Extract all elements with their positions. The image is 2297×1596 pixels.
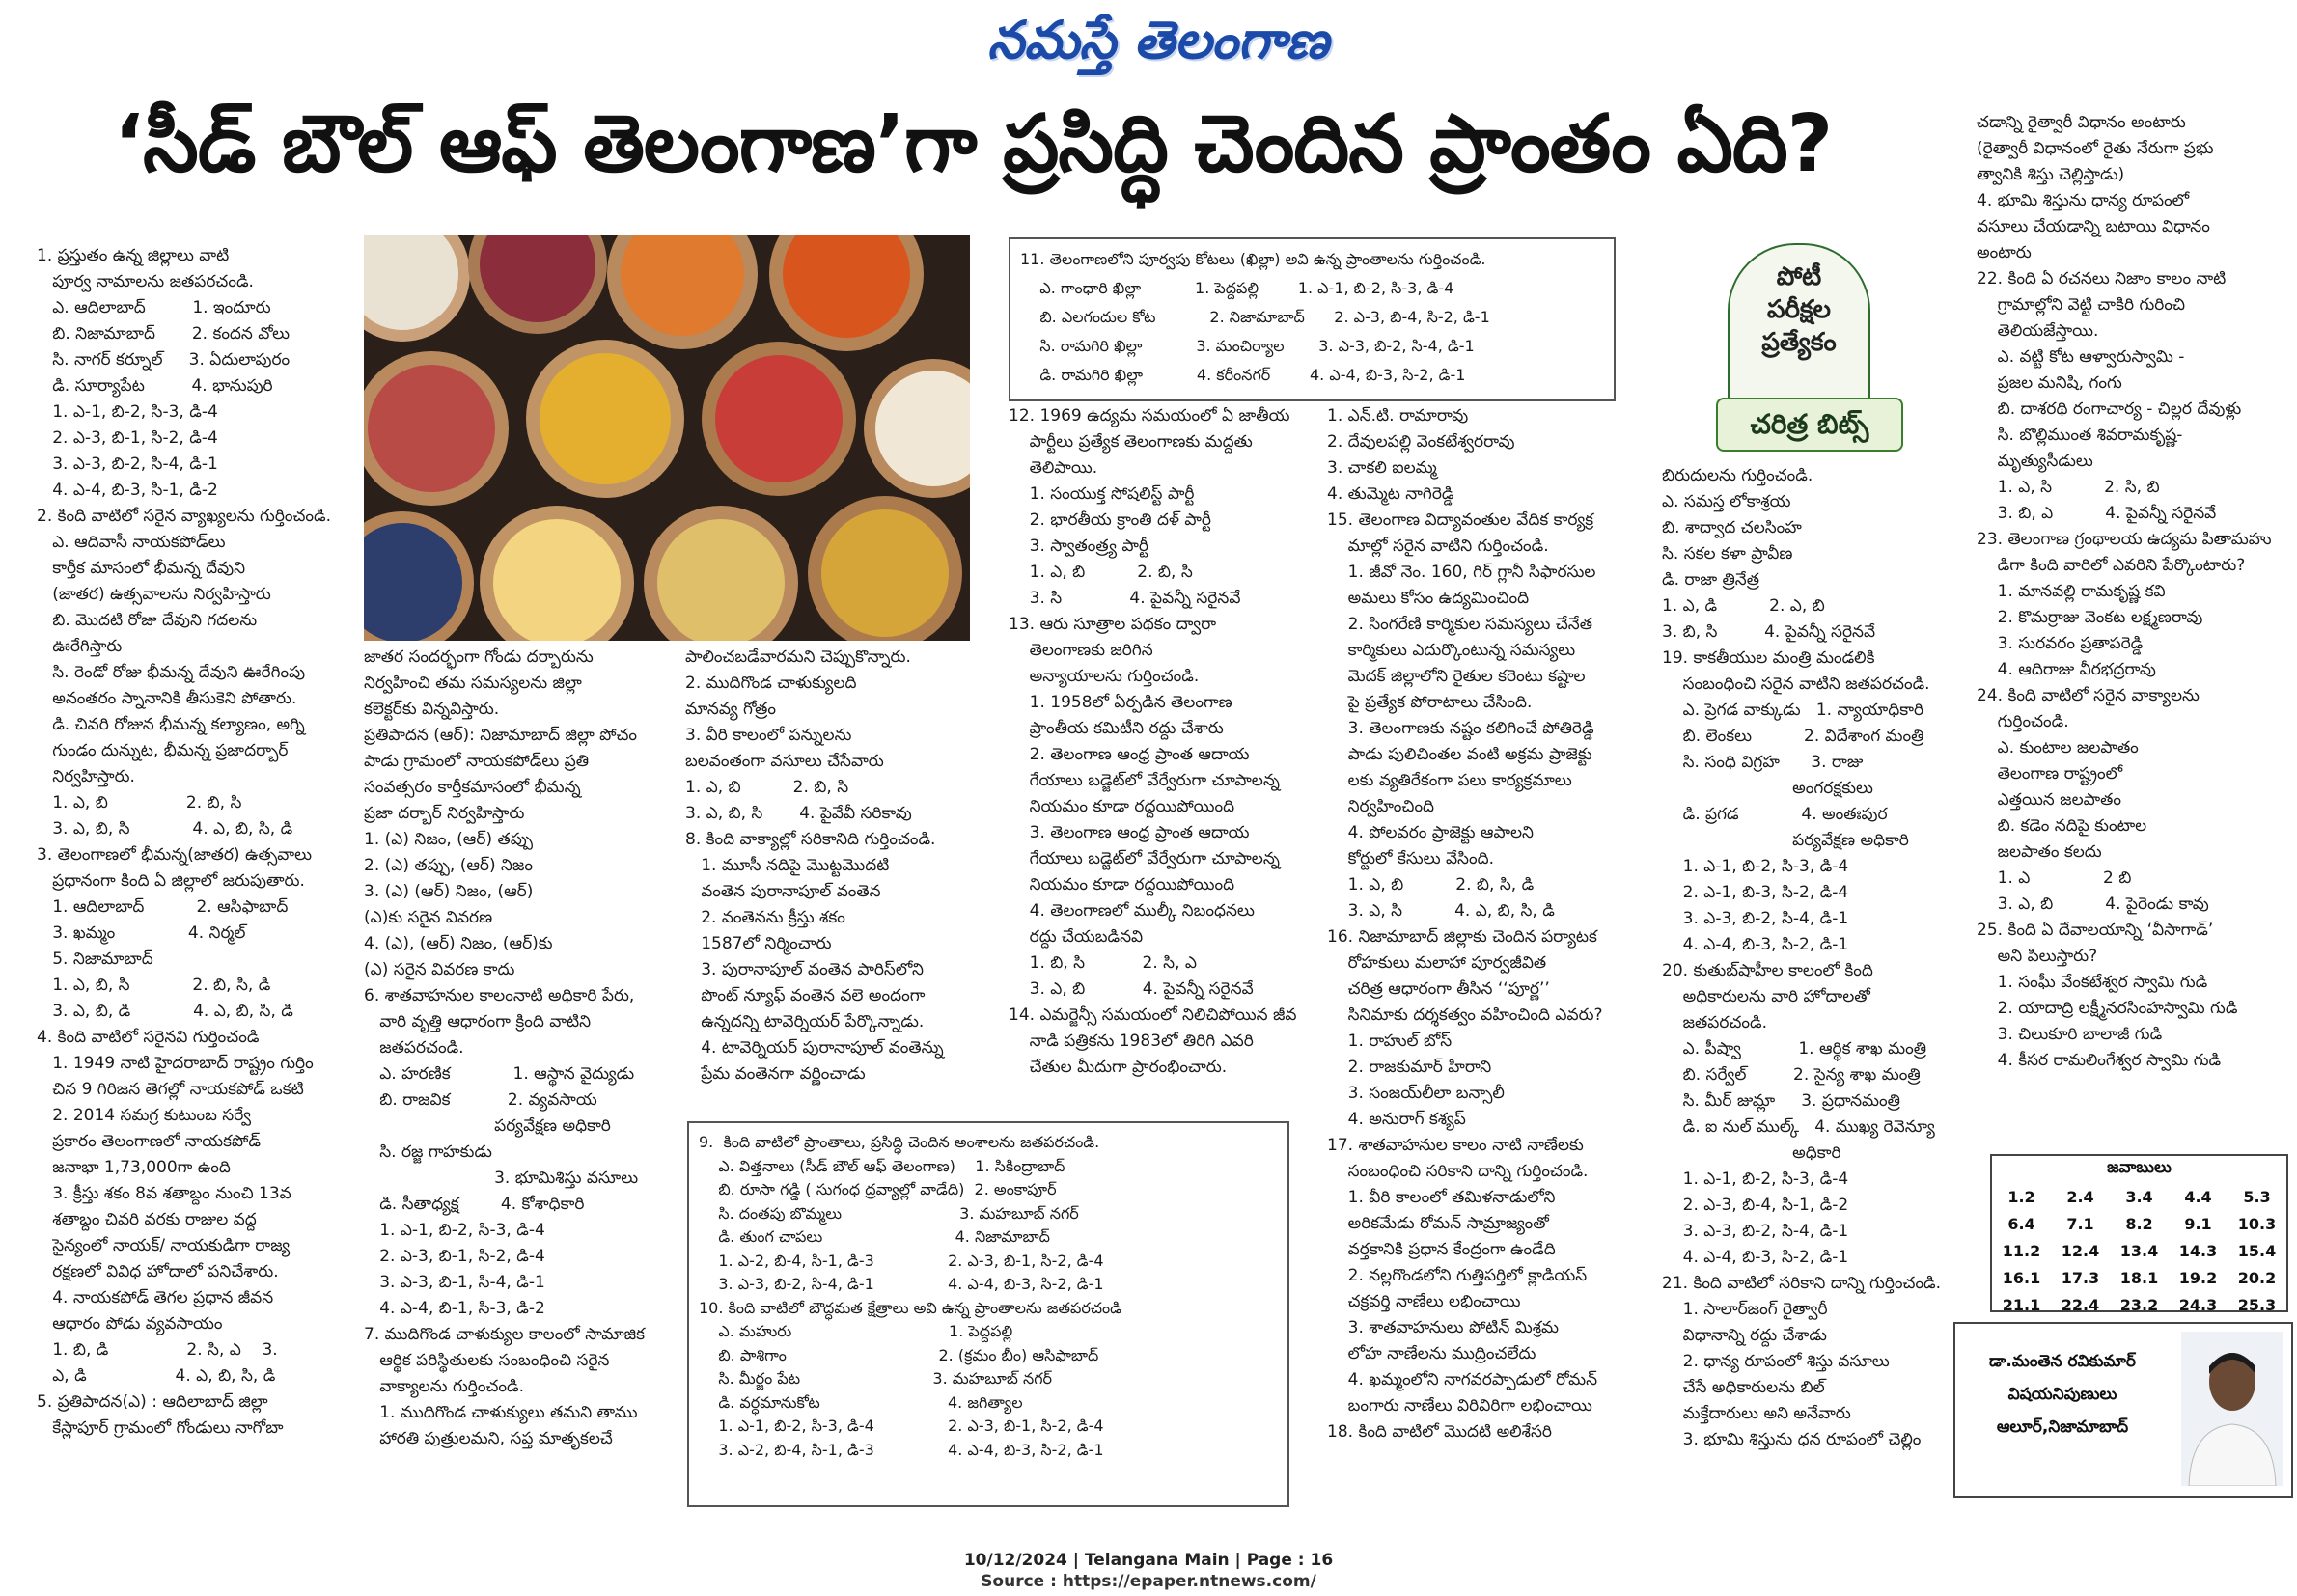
answer-cell: 25.3 bbox=[2237, 1295, 2277, 1314]
answer-cell: 1.2 bbox=[2007, 1187, 2035, 1206]
article-column-4: 12. 1969 ఉద్యమ సమయంలో ఏ జాతీయ పార్టీలు ప్రత్యేక తెలంగాణకు మద్దతు తెలిపాయి. 1. సంయుక్త సోషలిస్ట్ పార్టీ 2. భారతీయ క్రాంతి దళ్ పార్టీ 3. స్వాతంత్ర్య పార్టీ 1. ఎ, బి 2. బి, సి 3. సి 4. పైవన్నీ సరైనవే 13. ఆరు సూత్రాల పథకం ద్వారా తెలంగాణకు జరిగిన అన్యాయాలను గుర్తించండి. 1. 1958లో ఏర్పడిన తెలంగాణ ప్రాంతీయ కమిటీని రద్దు చేశారు 2. తెలంగాణ ఆంధ్ర ప్రాంత ఆదాయ గేయాలు బడ్జెట్‌లో వేర్వేరుగా చూపాలన్న నియమం కూడా రద్దయిపోయింది 3. తెలంగాణ ఆంధ్ర ప్రాంత ఆదాయ గేయాలు బడ్జెట్‌లో వేర్వేరుగా చూపాలన్న నియమం కూడా రద్దయిపోయింది 4. తెలంగాణలో ముల్కీ నిబంధనలు రద్దు చేయబడినవి 1. బి, సి 2. సి, ఎ 3. ఎ, బి 4. పైవన్నీ సరైనవే 14. ఎమర్జెన్సీ సమయంలో నిలిచిపోయిన జీవ నాడి పత్రికను 1983లో తిరిగి ఎవరి చేతుల మీదుగా ప్రారంభించారు. bbox=[1009, 406, 1297, 1077]
answer-cell: 13.4 bbox=[2119, 1241, 2159, 1260]
seed-bowls-photo bbox=[364, 235, 970, 641]
answer-cell: 22.4 bbox=[2061, 1295, 2100, 1314]
answer-key-caption: జవాబులు bbox=[2107, 1158, 2172, 1177]
answer-cell: 23.2 bbox=[2119, 1295, 2159, 1314]
answer-cell: 2.4 bbox=[2066, 1187, 2094, 1206]
page-footer bbox=[0, 1550, 2297, 1592]
answer-key-table bbox=[1992, 1156, 2286, 1318]
question-11-box bbox=[1009, 237, 1616, 401]
answer-key-box bbox=[1990, 1154, 2288, 1312]
author-role: విషయనిపుణులు bbox=[2007, 1385, 2117, 1404]
masthead-logo: నమస్తే తెలంగాణ bbox=[987, 10, 1329, 70]
article-column-3: పాలించబడేవారమని చెప్పుకొన్నారు. 2. ముదిగొండ చాళుక్యులది మానవ్య గోత్రం 3. వీరి కాలంలో పన్నులను బలవంతంగా వసూలు చేసేవారు 1. ఎ, బి 2. బి, సి 3. ఎ, బి, సి 4. పైవేవీ సరికావు 8. కింది వాక్యాల్లో సరికానిది గుర్తించండి. 1. మూసీ నదిపై మొట్టమొదటి వంతెన పురానాపూల్ వంతెన 2. వంతెనను క్రీస్తు శకం 1587లో నిర్మించారు 3. పురానాపూల్ వంతెన పారిస్‌లోని పొంట్ న్యూఫ్ వంతెన వలె అందంగా ఉన్నదన్ని టావెర్నియర్ పేర్కొన్నాడు. 4. టావెర్నియర్ పురానాపూల్ వంతెన్ను ప్రేమ వంతెనగా వర్ణించాడు bbox=[685, 647, 944, 1084]
question-11-text: 11. తెలంగాణలోని పూర్వపు కోటలు (ఖిల్లా) అవి ఉన్న ప్రాంతాలను గుర్తించండి. ఎ. గాంధారి ఖిల్లా 1. పెద్దపల్లి 1. ఎ-1, బి-2, సి-3, డి-4 బి. ఎలగందుల కోట 2. నిజామాబాద్ 2. ఎ-3, బి-4, సి-2, డి-1 సి. రామగిరి ఖిల్లా 3. మంచిర్యాల 3. ఎ-3, బి-2, సి-4, డి-1 డి. రామగిరి ఖిల్లా 4. కరీంనగర్ 4. ఎ-4, బి-3, సి-2, డి-1 bbox=[1020, 250, 1490, 384]
answer-cell: 9.1 bbox=[2184, 1214, 2212, 1233]
answer-cell: 20.2 bbox=[2237, 1268, 2277, 1287]
article-column-1: 1. ప్రస్తుతం ఉన్న జిల్లాలు వాటి పూర్వ నామాలను జతపరచండి. ఎ. ఆదిలాబాద్ 1. ఇందూరు బి. నిజామాబాద్ 2. కందన వోలు సి. నాగర్ కర్నూల్ 3. ఏదులాపురం డి. సూర్యాపేట 4. భానుపురి 1. ఎ-1, బి-2, సి-3, డి-4 2. ఎ-3, బి-1, సి-2, డి-4 3. ఎ-3, బి-2, సి-4, డి-1 4. ఎ-4, బి-3, సి-1, డి-2 2. కింది వాటిలో సరైన వ్యాఖ్యలను గుర్తించండి. ఎ. ఆదివాసీ నాయకపోడ్‌లు కార్తీక మాసంలో భీమన్న దేవుని (జాతర) ఉత్సవాలను నిర్వహిస్తారు బి. మొదటి రోజు దేవుని గదలను ఊరేగిస్తారు సి. రెండో రోజు భీమన్న దేవుని ఊరేగింపు అనంతరం స్నానానికి తీసుకెని పోతారు. డి. చివరి రోజున భీమన్న కల్యాణం, అగ్ని గుండం దున్నుట, భీమన్న ప్రజాదర్బార్ నిర్వహిస్తారు. 1. ఎ, బి 2. బి, సి 3. ఎ, బి, సి 4. ఎ, బి, సి, డి 3. తెలంగాణలో భీమన్న(జాతర) ఉత్సవాలు ప్రధానంగా కింది ఏ జిల్లాలో జరుపుతారు. 1. ఆదిలాబాద్ 2. ఆసిఫాబాద్ 3. ఖమ్మం 4. నిర్మల్ 5. నిజామాబాద్ 1. ఎ, బి, సి 2. బి, సి, డి 3. ఎ, బి, డి 4. ఎ, బి, సి, డి 4. కింది వాటిలో సరైనవి గుర్తించండి 1. 1949 నాటి హైదరాబాద్ రాష్ట్రం గుర్తిం చిన 9 గిరిజన తెగల్లో నాయకపోడ్ ఒకటి 2. 2014 సమగ్ర కుటుంబ సర్వే ప్రకారం తెలంగాణలో నాయకపోడ్ జనాభా 1,73,000గా ఉంది 3. క్రీస్తు శకం 8వ శతాబ్దం నుంచి 13వ శతాబ్దం చివరి వరకు రాజుల వద్ద సైన్యంలో నాయక్/ నాయకుడిగా రాజ్య రక్షణలో వివిధ హోదాలో పనిచేశారు. 4. నాయకపోడ్ తెగల ప్రధాన జీవన ఆధారం పోడు వ్యవసాయం 1. బి, డి 2. సి, ఎ 3. ఎ, డి 4. ఎ, బి, సి, డి 5. ప్రతిపాదన(ఎ) : ఆదిలాబాద్ జిల్లా కేస్లాపూర్ గ్రామంలో గోండులు నాగోబా bbox=[37, 246, 332, 1438]
footer-date-page: 10/12/2024 | Telangana Main | Page : 16 bbox=[963, 1551, 1334, 1570]
answer-cell: 21.1 bbox=[2002, 1295, 2041, 1314]
answer-cell: 3.4 bbox=[2125, 1187, 2153, 1206]
article-column-6: బిరుదులను గుర్తించండి. ఎ. సమస్త లోకాశ్రయ బి. శాద్వాద చలసింహ సి. సకల కళా ప్రావీణ డి. రాజా త్రినేత్ర 1. ఎ, డి 2. ఎ, బి 3. బి, సి 4. పైవన్నీ సరైనవే 19. కాకతీయుల మంత్రి మండలికి సంబంధించి సరైన వాటిని జతపరచండి. ఎ. ప్రెగడ వాక్కుడు 1. న్యాయాధికారి బి. లెంకలు 2. విదేశాంగ మంత్రి సి. సంధి విగ్రహ 3. రాజు అంగరక్షకులు డి. ప్రగడ 4. అంతఃపుర పర్యవేక్షణ అధికారి 1. ఎ-1, బి-2, సి-3, డి-4 2. ఎ-1, బి-3, సి-2, డి-4 3. ఎ-3, బి-2, సి-4, డి-1 4. ఎ-4, బి-3, సి-2, డి-1 20. కుతుబ్‌షాహీల కాలంలో కింది అధికారులను వారి హోదాలతో జతపరచండి. ఎ. పీష్వా 1. ఆర్థిక శాఖ మంత్రి బి. సర్వేల్ 2. సైన్య శాఖ మంత్రి సి. మీర్ జుమ్లా 3. ప్రధానమంత్రి డి. ఐ నుల్ ముల్క్ 4. ముఖ్య రెవెన్యూ అధికారి 1. ఎ-1, బి-2, సి-3, డి-4 2. ఎ-3, బి-4, సి-1, డి-2 3. ఎ-3, బి-2, సి-4, డి-1 4. ఎ-4, బి-3, సి-2, డి-1 21. కింది వాటిలో సరికాని దాన్ని గుర్తించండి. 1. సాలార్‌జంగ్ రైత్వారీ విధానాన్ని రద్దు చేశాడు 2. ధాన్య రూపంలో శిస్తు వసూలు చేసే అధికారులను బిల్ మక్తేదారులు అని అనేవారు 3. భూమి శిస్తును ధన రూపంలో చెల్లిం bbox=[1662, 466, 1942, 1449]
competitive-exam-badge: పోటీ పరీక్షల ప్రత్యేకం bbox=[1728, 243, 1870, 436]
author-place: ఆలూర్,నిజామాబాద్ bbox=[1996, 1417, 2129, 1437]
author-photo bbox=[2181, 1332, 2283, 1486]
answer-cell: 6.4 bbox=[2007, 1214, 2035, 1233]
answer-cell: 11.2 bbox=[2002, 1241, 2041, 1260]
footer-source: Source : https://epaper.ntnews.com/ bbox=[981, 1572, 1316, 1591]
article-column-2: జాతర సందర్భంగా గోండు దర్బారును నిర్వహించి తమ సమస్యలను జిల్లా కలెక్టర్‌కు విన్నవిస్తారు. ప్రతిపాదన (ఆర్): నిజామాబాద్ జిల్లా పోచం పాడు గ్రామంలో నాయకపోడ్‌లు ప్రతి సంవత్సరం కార్తీకమాసంలో భీమన్న ప్రజా దర్బార్ నిర్వహిస్తారు 1. (ఎ) నిజం, (ఆర్) తప్పు 2. (ఎ) తప్పు, (ఆర్) నిజం 3. (ఎ) (ఆర్) నిజం, (ఆర్) (ఎ)కు సరైన వివరణ 4. (ఎ), (ఆర్) నిజం, (ఆర్)కు (ఎ) సరైన వివరణ కాదు 6. శాతవాహనుల కాలంనాటి అధికారి పేరు, వారి వృత్తి ఆధారంగా క్రింది వాటిని జతపరచండి. ఎ. హరణిక 1. ఆస్థాన వైద్యుడు బి. రాజవిక 2. వ్యవసాయ పర్యవేక్షణ అధికారి సి. రజ్జ గాహకుడు 3. భూమిశిస్తు వసూలు డి. సీతాధ్యక్ష 4. కోశాధికారి 1. ఎ-1, బి-2, సి-3, డి-4 2. ఎ-3, బి-1, సి-2, డి-4 3. ఎ-3, బి-1, సి-4, డి-1 4. ఎ-4, బి-1, సి-3, డి-2 7. ముదిగొండ చాళుక్యుల కాలంలో సామాజిక ఆర్థిక పరిస్థితులకు సంబంధించి సరైన వాక్యాలను గుర్తించండి. 1. ముదిగొండ చాళుక్యులు తమని తాము హారతి పుత్రులమని, సప్త మాతృకలచే bbox=[364, 647, 645, 1448]
answer-cell: 16.1 bbox=[2002, 1268, 2041, 1287]
answer-cell: 24.3 bbox=[2178, 1295, 2218, 1314]
question-9-10-text: 9. కింది వాటిలో ప్రాంతాలు, ప్రసిద్ధి చెందిన అంశాలను జతపరచండి. ఎ. విత్తనాలు (సీడ్ బౌల్ ఆఫ్ తెలంగాణ) 1. సికింద్రాబాద్ బి. రూసా గడ్డి ( సుగంధ ద్రవ్యాల్లో వాడేది) 2. అంకాపూర్ సి. దంతపు బొమ్మలు 3. మహబూబ్ నగర్ డి. తుంగ చాపలు 4. నిజామాబాద్ 1. ఎ-2, బి-4, సి-1, డి-3 2. ఎ-3, బి-1, సి-2, డి-4 3. ఎ-3, బి-2, సి-4, డి-1 4. ఎ-4, బి-3, సి-2, డి-1 10. కింది వాటిలో బౌద్ధమత క్షేత్రాలు అవి ఉన్న ప్రాంతాలను జతపరచండి ఎ. మహురు 1. పెద్దపల్లి బి. పాశిగాం 2. (క్రమం బీం) ఆసిఫాబాద్ సి. మీర్జం పేట 3. మహబూబ్ నగర్ డి. వర్ధమానుకోట 4. జగిత్యాల 1. ఎ-1, బి-2, సి-3, డి-4 2. ఎ-3, బి-1, సి-2, డి-4 3. ఎ-2, బి-4, సి-1, డి-3 4. ఎ-4, బి-3, సి-2, డి-1 bbox=[699, 1133, 1121, 1459]
article-column-5: 1. ఎన్.టి. రామారావు 2. దేవులపల్లి వెంకటేశ్వరరావు 3. చాకలి ఐలమ్మ 4. తుమ్మెట నాగిరెడ్డి 15. తెలంగాణ విద్యావంతుల వేదిక కార్యక్ర మాల్లో సరైన వాటిని గుర్తించండి. 1. జీవో నెం. 160, గిర్ గ్లానీ సిఫారసుల అమలు కోసం ఉద్యమించింది 2. సింగరేణి కార్మికుల సమస్యలు చేనేత కార్మికులు ఎదుర్కొంటున్న సమస్యలు మెదక్ జిల్లాలోని రైతుల కరెంటు కష్టాల పై ప్రత్యేక పోరాటాలు చేసింది. 3. తెలంగాణకు నష్టం కలిగించే పోతిరెడ్డి పాడు పులిచింతల వంటి అక్రమ ప్రాజెక్టు లకు వ్యతిరేకంగా పలు కార్యక్రమాలు నిర్వహించింది 4. పోలవరం ప్రాజెక్టు ఆపాలని కోర్టులో కేసులు వేసింది. 1. ఎ, బి 2. బి, సి, డి 3. ఎ, సి 4. ఎ, బి, సి, డి 16. నిజామాబాద్ జిల్లాకు చెందిన పర్యాటక రోహకులు మలాహా పూర్వజీవిత చరిత్ర ఆధారంగా తీసిన ‘‘పూర్ణ’’ సినిమాకు దర్శకత్వం వహించింది ఎవరు? 1. రాహుల్ బోస్ 2. రాజకుమార్ హిరాని 3. సంజయ్‌లీలా బన్సాలీ 4. అనురాగ్ కశ్యప్ 17. శాతవాహనుల కాలం నాటి నాణేలకు సంబంధించి సరికాని దాన్ని గుర్తించండి. 1. వీరి కాలంలో తమిళనాడులోని అరికమేడు రోమన్ సామ్రాజ్యంతో వర్తకానికి ప్రధాన కేంద్రంగా ఉండేది 2. నల్లగొండలోని గుత్తిపర్తిలో క్లాడియస్ చక్రవర్తి నాణేలు లభించాయి 3. శాతవాహనులు పోటిన్ మిశ్రమ లోహ నాణేలను ముద్రించలేదు 4. ఖమ్మంలోని నాగవరప్పాడులో రోమన్ బంగారు నాణేలు విరివిరిగా లభించాయి 18. కింది వాటిలో మొదటి అలిశేసరి bbox=[1327, 406, 1603, 1442]
author-info bbox=[1961, 1345, 2164, 1444]
answer-cell: 19.2 bbox=[2178, 1268, 2218, 1287]
author-box bbox=[1953, 1322, 2293, 1498]
answer-cell: 17.3 bbox=[2061, 1268, 2100, 1287]
answer-cell: 10.3 bbox=[2237, 1214, 2277, 1233]
answer-cell: 7.1 bbox=[2066, 1214, 2094, 1233]
answer-cell: 14.3 bbox=[2178, 1241, 2218, 1260]
author-name: డా.మంతెన రవికుమార్ bbox=[1989, 1352, 2136, 1371]
answer-cell: 8.2 bbox=[2125, 1214, 2153, 1233]
answer-cell: 12.4 bbox=[2061, 1241, 2100, 1260]
history-bits-ribbon: చరిత్ర బిట్స్ bbox=[1716, 398, 1903, 452]
headline: ‘సీడ్ బౌల్ ఆఫ్ తెలంగాణ’గా ప్రసిద్ధి చెందిన ప్రాంతం ఏది? bbox=[114, 98, 1833, 190]
answer-cell: 4.4 bbox=[2184, 1187, 2212, 1206]
answer-cell: 18.1 bbox=[2119, 1268, 2159, 1287]
question-9-10-box bbox=[687, 1121, 1289, 1507]
answer-cell: 5.3 bbox=[2243, 1187, 2271, 1206]
article-column-7: చడాన్ని రైత్వారీ విధానం అంటారు (రైత్వారీ విధానంలో రైతు నేరుగా ప్రభు త్వానికి శిస్తు చెల్లిస్తాడు) 4. భూమి శిస్తును ధాన్య రూపంలో వసూలు చేయడాన్ని బటాయి విధానం అంటారు 22. కింది ఏ రచనలు నిజాం కాలం నాటి గ్రామాల్లోని వెట్టి చాకిరి గురించి తెలియజేస్తాయి. ఎ. వట్టి కోట ఆళ్వారుస్వామి - ప్రజల మనిషి, గంగు బి. దాశరథి రంగాచార్య - చిల్లర దేవుళ్లు సి. బొల్లిముంత శివరామకృష్ణ- మృత్యుసీడులు 1. ఎ, సి 2. సి, బి 3. బి, ఎ 4. పైవన్నీ సరైనవే 23. తెలంగాణ గ్రంథాలయ ఉద్యమ పితామహు డిగా కింది వారిలో ఎవరిని పేర్కొంటారు? 1. మానవల్లి రామకృష్ణ కవి 2. కొమర్రాజు వెంకట లక్ష్మణరావు 3. సురవరం ప్రతాపరెడ్డి 4. ఆదిరాజు వీరభద్రరావు 24. కింది వాటిలో సరైన వాక్యాలను గుర్తించండి. ఎ. కుంటాల జలపాతం తెలంగాణ రాష్ట్రంలో ఎత్తయిన జలపాతం బి. కడెం నదిపై కుంటాల జలపాతం కలదు 1. ఎ 2 బి 3. ఎ, బి 4. పైరెండు కావు 25. కింది ఏ దేవాలయాన్ని ‘వీసాగాడ్’ అని పిలుస్తారు? 1. సంఘీ వేంకటేశ్వర స్వామి గుడి 2. యాదాద్రి లక్ష్మీనరసింహస్వామి గుడి 3. చిలుకూరి బాలాజీ గుడి 4. కీసర రామలింగేశ్వర స్వామి గుడి bbox=[1977, 113, 2272, 1070]
answer-cell: 15.4 bbox=[2237, 1241, 2277, 1260]
